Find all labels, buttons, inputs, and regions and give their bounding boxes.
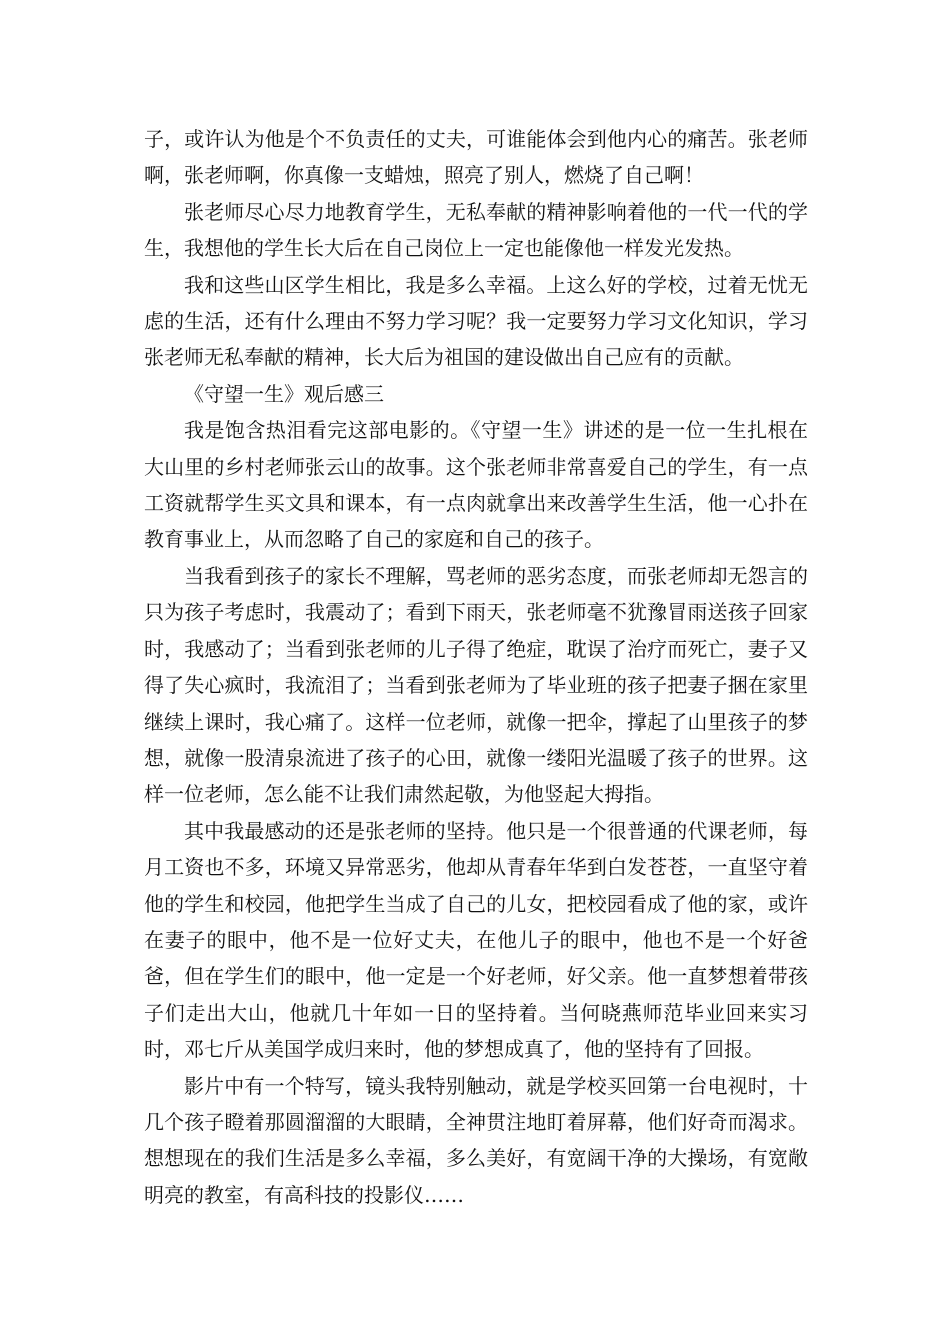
paragraph: 我和这些山区学生相比，我是多么幸福。上这么好的学校，过着无忧无虑的生活，还有什么理由不努力学习呢？我一定要努力学习文化知识，学习张老师无私奉献的精神，长大后为祖国的建设做出自己应有的贡献。 [144, 272, 808, 370]
paragraph: 我是饱含热泪看完这部电影的。《守望一生》讲述的是一位一生扎根在大山里的乡村老师张云山的故事。这个张老师非常喜爱自己的学生，有一点工资就帮学生买文具和课本，有一点肉就拿出来改善学生生活，他一心扑在教育事业上，从而忽略了自己的家庭和自己的孩子。 [144, 418, 808, 552]
section-heading: 《守望一生》观后感三 [184, 381, 384, 406]
paragraph: 当我看到孩子的家长不理解，骂老师的恶劣态度，而张老师却无怨言的只为孩子考虑时，我震动了；看到下雨天，张老师毫不犹豫冒雨送孩子回家时，我感动了；当看到张老师的儿子得了绝症，耽误了治疗而死亡，妻子又得了失心疯时，我流泪了；当看到张老师为了毕业班的孩子把妻子捆在家里继续上课时，我心痛了。这样一位老师，就像一把伞，撑起了山里孩子的梦想，就像一股清泉流进了孩子的心田，就像一缕阳光温暖了孩子的世界。这样一位老师，怎么能不让我们肃然起敬，为他竖起大拇指。 [144, 563, 808, 807]
paragraph: 其中我最感动的还是张老师的坚持。他只是一个很普通的代课老师，每月工资也不多，环境又异常恶劣，他却从青春年华到白发苍苍，一直坚守着他的学生和校园，他把学生当成了自己的儿女，把校园看成了他的家，或许在妻子的眼中，他不是一位好丈夫，在他儿子的眼中，他也不是一个好爸爸，但在学生们的眼中，他一定是一个好老师，好父亲。他一直梦想着带孩子们走出大山，他就几十年如一日的坚持着。当何晓燕师范毕业回来实习时，邓七斤从美国学成归来时，他的梦想成真了，他的坚持有了回报。 [144, 818, 808, 1062]
paragraph: 影片中有一个特写，镜头我特别触动，就是学校买回第一台电视时，十几个孩子瞪着那圆溜溜的大眼睛，全神贯注地盯着屏幕，他们好奇而渴求。想想现在的我们生活是多么幸福，多么美好，有宽阔干净的大操场，有宽敞明亮的教室，有高科技的投影仪…… [144, 1073, 808, 1207]
document-body [144, 121, 808, 1213]
paragraph: 张老师尽心尽力地教育学生，无私奉献的精神影响着他的一代一代的学生，我想他的学生长大后在自己岗位上一定也能像他一样发光发热。 [144, 199, 808, 261]
paragraph-continuation: 子，或许认为他是个不负责任的丈夫，可谁能体会到他内心的痛苦。张老师啊，张老师啊，你真像一支蜡烛，照亮了别人，燃烧了自己啊！ [144, 127, 808, 188]
